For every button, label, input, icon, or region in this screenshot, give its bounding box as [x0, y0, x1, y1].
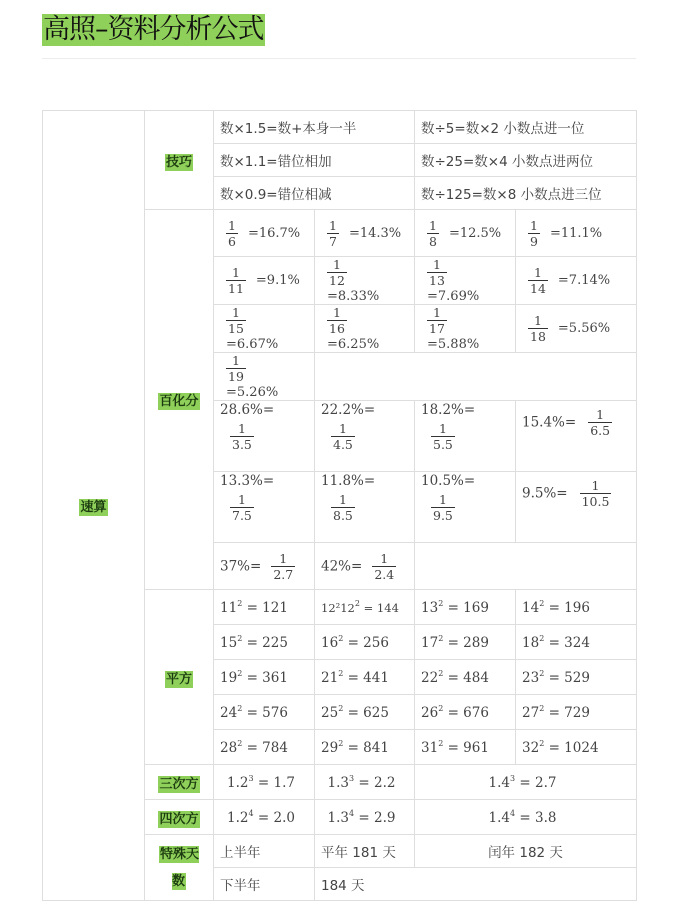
tip-cell: 数×0.9=错位相减	[214, 177, 415, 210]
days-cell: 上半年	[214, 835, 315, 868]
base: 15	[220, 634, 238, 651]
exponent: 2	[438, 633, 444, 643]
numerator: 1	[596, 407, 605, 422]
percent-value: =12.5%	[448, 225, 502, 241]
square-cell	[516, 695, 637, 730]
exponent: 3	[248, 773, 254, 783]
square-cell	[214, 660, 315, 695]
square-cell	[415, 590, 516, 625]
base: 26	[421, 704, 439, 721]
base: 28	[220, 739, 238, 756]
exponent: 2	[237, 668, 243, 678]
percent-value: =14.3%	[348, 225, 402, 241]
fraction-cell	[516, 305, 637, 353]
percent-value: =16.7%	[247, 225, 301, 241]
square-cell	[315, 730, 415, 765]
fraction	[580, 478, 612, 509]
fraction-cell	[214, 305, 315, 353]
section-label-cell	[43, 111, 145, 901]
fraction	[226, 218, 238, 249]
percent-value: =11.1%	[549, 225, 603, 241]
exponent: 2	[338, 668, 344, 678]
numerator: 1	[228, 217, 236, 233]
pct-label: 11.8%=	[321, 473, 376, 489]
square-cell	[415, 625, 516, 660]
square-cell	[214, 625, 315, 660]
denominator: 11	[228, 281, 244, 296]
square-cell	[516, 625, 637, 660]
base: 25	[321, 704, 339, 721]
result: = 625	[343, 704, 389, 721]
fraction-cell	[516, 210, 637, 257]
page-title-wrap	[42, 14, 265, 46]
base: 29	[321, 739, 339, 756]
tip-cell: 数×1.1=错位相加	[214, 144, 415, 177]
fraction-cell	[214, 210, 315, 257]
page-title: 高照–资料分析公式	[43, 14, 264, 45]
fraction	[230, 421, 254, 452]
formula-table	[42, 110, 637, 901]
result: = 484	[443, 669, 489, 686]
numerator: 1	[591, 478, 600, 493]
fraction	[588, 407, 612, 438]
result: = 3.8	[515, 809, 557, 826]
denominator: 14	[530, 281, 546, 296]
pct-cell	[415, 401, 516, 472]
pct-cell	[315, 472, 415, 543]
pct-label: 13.3%=	[220, 473, 275, 489]
base: 11	[220, 599, 238, 616]
tip-cell: 数×1.5=数+本身一半	[214, 111, 415, 144]
square-cell	[214, 730, 315, 765]
fourth-label: 四次方	[159, 811, 199, 827]
denominator: 10.5	[581, 494, 610, 509]
percent-value: =6.67%	[226, 336, 279, 352]
percent-label-cell	[145, 210, 214, 590]
denominator: 7.5	[232, 508, 252, 523]
result: = 196	[544, 599, 590, 616]
base: 17	[421, 634, 439, 651]
result: = 784	[242, 739, 288, 756]
days-label: 特殊天数	[159, 846, 199, 889]
square-label: 平方	[165, 671, 192, 687]
base: 1.2	[227, 809, 249, 826]
numerator: 1	[231, 265, 240, 280]
result: = 1024	[544, 739, 599, 756]
result: = 961	[443, 739, 489, 756]
numerator: 1	[438, 421, 447, 436]
base: 18	[522, 634, 540, 651]
exponent: 2	[438, 598, 444, 608]
denominator: 6	[228, 233, 236, 249]
fraction	[427, 257, 447, 288]
result: = 2.2	[354, 774, 396, 791]
fraction	[331, 421, 355, 452]
cube-label: 三次方	[159, 776, 199, 792]
percent-value: =5.26%	[226, 384, 279, 400]
days-cell: 平年 181 天	[315, 835, 415, 868]
fraction	[226, 305, 246, 336]
percent-value: =5.56%	[557, 321, 611, 336]
base: 13	[421, 599, 439, 616]
numerator: 1	[533, 265, 542, 280]
fourth-cell	[415, 800, 637, 835]
denominator: 9	[530, 233, 538, 249]
numerator: 1	[438, 492, 447, 507]
result: = 2.0	[253, 809, 295, 826]
fraction-cell	[315, 210, 415, 257]
cube-cell	[214, 765, 315, 800]
exponent: 2	[237, 633, 243, 643]
numerator: 1	[237, 421, 246, 436]
result: = 256	[343, 634, 389, 651]
square-cell	[315, 590, 415, 625]
fraction	[431, 421, 455, 452]
numerator: 1	[380, 550, 389, 566]
pct-label: 28.6%=	[220, 402, 275, 418]
fraction	[271, 551, 295, 582]
result: = 144	[359, 601, 399, 615]
fraction-cell	[516, 257, 637, 305]
numerator: 1	[332, 257, 341, 272]
denominator: 2.7	[273, 566, 294, 582]
denominator: 3.5	[232, 437, 252, 452]
square-cell	[516, 660, 637, 695]
fraction	[327, 305, 347, 336]
exponent: 2	[539, 703, 545, 713]
exponent: 2	[237, 738, 243, 748]
exponent: 2	[539, 633, 545, 643]
fraction-cell	[315, 305, 415, 353]
pct-label: 9.5%=	[522, 485, 568, 502]
percent-value: =6.25%	[327, 336, 380, 352]
exponent: 2	[237, 598, 243, 608]
exponent: 3	[349, 773, 355, 783]
exponent: 2	[338, 703, 344, 713]
tips-label-cell	[145, 111, 214, 210]
cube-label-cell	[145, 765, 214, 800]
square-cell	[315, 660, 415, 695]
result: = 289	[443, 634, 489, 651]
pct-cell	[315, 401, 415, 472]
denominator: 12	[329, 273, 345, 288]
square-cell	[214, 590, 315, 625]
base: 12²12	[321, 601, 355, 615]
cube-cell	[415, 765, 637, 800]
square-cell	[415, 660, 516, 695]
pct-label: 37%=	[220, 558, 262, 574]
percent-value: =9.1%	[255, 273, 300, 288]
square-cell	[415, 695, 516, 730]
denominator: 13	[429, 273, 445, 288]
exponent: 3	[510, 773, 516, 783]
percent-value: =8.33%	[327, 288, 380, 304]
result: = 324	[544, 634, 590, 651]
base: 31	[421, 739, 439, 756]
denominator: 16	[329, 321, 345, 336]
fourth-label-cell	[145, 800, 214, 835]
tip-cell: 数÷5=数×2 小数点进一位	[415, 111, 637, 144]
days-cell: 下半年	[214, 868, 315, 901]
title-divider	[42, 58, 636, 59]
pct-cell	[214, 543, 315, 590]
denominator: 7	[329, 233, 337, 249]
fraction	[427, 218, 439, 249]
fraction	[226, 353, 246, 384]
denominator: 4.5	[333, 437, 353, 452]
exponent: 2	[338, 738, 344, 748]
numerator: 1	[329, 217, 337, 233]
square-label-cell	[145, 590, 214, 765]
fraction	[372, 551, 396, 582]
result: = 529	[544, 669, 590, 686]
square-cell	[315, 695, 415, 730]
fraction-cell	[415, 305, 516, 353]
base: 19	[220, 669, 238, 686]
exponent: 4	[248, 808, 254, 818]
fourth-cell	[214, 800, 315, 835]
fraction-cell	[315, 257, 415, 305]
result: = 676	[443, 704, 489, 721]
result: = 729	[544, 704, 590, 721]
exponent: 2	[438, 738, 444, 748]
result: = 361	[242, 669, 288, 686]
tip-cell: 数÷25=数×4 小数点进两位	[415, 144, 637, 177]
base: 1.3	[327, 809, 349, 826]
base: 14	[522, 599, 540, 616]
square-cell	[516, 590, 637, 625]
exponent: 2	[338, 633, 344, 643]
numerator: 1	[429, 217, 437, 233]
result: = 169	[443, 599, 489, 616]
pct-cell	[315, 543, 415, 590]
result: = 576	[242, 704, 288, 721]
fraction	[431, 492, 455, 523]
days-cell: 闰年 182 天	[415, 835, 637, 868]
pct-label: 22.2%=	[321, 402, 376, 418]
denominator: 9.5	[433, 508, 453, 523]
numerator: 1	[231, 305, 240, 320]
denominator: 15	[228, 321, 244, 336]
days-cell: 184 天	[315, 868, 637, 901]
base: 1.3	[327, 774, 349, 791]
square-cell	[415, 730, 516, 765]
base: 1.4	[488, 774, 510, 791]
numerator: 1	[332, 305, 341, 320]
numerator: 1	[279, 550, 288, 566]
fraction	[230, 492, 254, 523]
result: = 225	[242, 634, 288, 651]
numerator: 1	[533, 313, 542, 328]
numerator: 1	[237, 492, 246, 507]
base: 1.2	[227, 774, 249, 791]
empty-cell	[315, 353, 637, 401]
numerator: 1	[432, 305, 441, 320]
base: 32	[522, 739, 540, 756]
result: = 121	[242, 599, 288, 616]
exponent: 2	[539, 668, 545, 678]
tips-row	[43, 111, 637, 144]
exponent: 2	[237, 703, 243, 713]
result: = 441	[343, 669, 389, 686]
denominator: 17	[429, 321, 445, 336]
denominator: 6.5	[590, 423, 611, 438]
exponent: 4	[349, 808, 355, 818]
exponent: 2	[539, 738, 545, 748]
numerator: 1	[231, 353, 240, 368]
empty-cell	[415, 543, 637, 590]
pct-label: 18.2%=	[421, 402, 476, 418]
pct-label: 42%=	[321, 558, 363, 574]
result: = 841	[343, 739, 389, 756]
exponent: 2	[438, 668, 444, 678]
fraction	[327, 218, 339, 249]
base: 1.4	[488, 809, 510, 826]
denominator: 2.4	[374, 566, 395, 582]
cube-cell	[315, 765, 415, 800]
pct-cell	[516, 401, 637, 472]
fraction-cell	[415, 257, 516, 305]
percent-label: 百化分	[159, 394, 199, 409]
percent-value: =7.14%	[557, 273, 611, 288]
result: = 2.7	[515, 774, 557, 791]
percent-value: =5.88%	[427, 336, 480, 352]
numerator: 1	[338, 421, 347, 436]
square-cell	[315, 625, 415, 660]
fraction-cell	[415, 210, 516, 257]
pct-cell	[415, 472, 516, 543]
fraction-cell	[214, 353, 315, 401]
square-cell	[214, 695, 315, 730]
denominator: 5.5	[433, 437, 453, 452]
base: 24	[220, 704, 238, 721]
numerator: 1	[432, 257, 441, 272]
fraction	[331, 492, 355, 523]
fraction	[528, 218, 540, 249]
pct-cell	[214, 401, 315, 472]
exponent: 2	[438, 703, 444, 713]
fraction	[528, 265, 548, 296]
base: 16	[321, 634, 339, 651]
pct-label: 10.5%=	[421, 473, 476, 489]
square-cell	[516, 730, 637, 765]
exponent: 4	[510, 808, 516, 818]
fraction	[427, 305, 447, 336]
fourth-cell	[315, 800, 415, 835]
numerator: 1	[530, 217, 538, 233]
fraction-cell	[214, 257, 315, 305]
denominator: 8.5	[333, 508, 353, 523]
pct-cell	[214, 472, 315, 543]
base: 23	[522, 669, 540, 686]
pct-label: 15.4%=	[522, 414, 577, 431]
exponent: 2	[539, 598, 545, 608]
result: = 1.7	[253, 774, 295, 791]
pct-cell	[516, 472, 637, 543]
base: 27	[522, 704, 540, 721]
result: = 2.9	[354, 809, 396, 826]
days-label-cell	[145, 835, 214, 901]
percent-value: =7.69%	[427, 288, 480, 304]
numerator: 1	[338, 492, 347, 507]
fraction	[528, 313, 548, 344]
section-label-speed-calc: 速算	[80, 500, 107, 515]
base: 21	[321, 669, 339, 686]
tip-cell: 数÷125=数×8 小数点进三位	[415, 177, 637, 210]
exponent: 2	[354, 599, 360, 608]
tips-label: 技巧	[165, 154, 192, 170]
base: 22	[421, 669, 439, 686]
denominator: 18	[530, 329, 546, 344]
fraction	[226, 265, 246, 296]
denominator: 8	[429, 233, 437, 249]
fraction	[327, 257, 347, 288]
denominator: 19	[228, 369, 244, 384]
